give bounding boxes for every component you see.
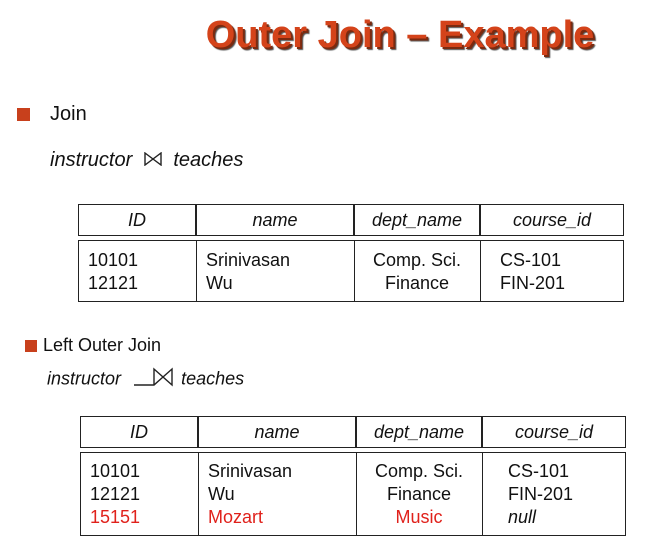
- natural-join-icon: [144, 149, 162, 172]
- bullet-square: [25, 340, 37, 352]
- cell-unmatched: Music: [395, 507, 443, 527]
- left-outer-join-expression: [47, 367, 244, 392]
- column-name: [206, 249, 290, 295]
- cell: Finance: [384, 273, 450, 293]
- header-id: ID: [80, 416, 198, 448]
- divider: [196, 240, 197, 302]
- column-course-id: [500, 249, 565, 295]
- column-id: [90, 460, 140, 529]
- section-left-outer-join-label: Left Outer Join: [43, 335, 162, 355]
- header-course-id: course_id: [480, 204, 624, 236]
- cell: Wu: [206, 273, 233, 293]
- cell: FIN-201: [508, 484, 574, 504]
- cell: 12121: [88, 273, 139, 293]
- expr-left-relation: instructor: [50, 149, 133, 171]
- column-course-id: [508, 460, 573, 529]
- cell-unmatched: 15151: [90, 507, 141, 527]
- header-course-id: course_id: [482, 416, 626, 448]
- cell: CS-101: [500, 250, 562, 270]
- cell: Comp. Sci.: [374, 461, 464, 481]
- cell: 12121: [90, 484, 141, 504]
- slide-title: Outer Join – Example: [205, 14, 595, 56]
- cell: 10101: [88, 250, 139, 270]
- column-dept-name: [356, 460, 482, 529]
- bullet-square: [17, 108, 30, 121]
- divider: [482, 452, 483, 536]
- cell: Wu: [208, 484, 235, 504]
- cell: FIN-201: [500, 273, 566, 293]
- expr-right-relation: teaches: [181, 368, 245, 389]
- cell: Srinivasan: [206, 250, 291, 270]
- column-dept-name: [354, 249, 480, 295]
- column-name: [208, 460, 292, 529]
- cell: Srinivasan: [208, 461, 293, 481]
- column-id: [88, 249, 138, 295]
- header-name: name: [196, 204, 354, 236]
- left-outer-join-icon: [132, 367, 174, 392]
- header-dept-name: dept_name: [354, 204, 480, 236]
- cell-null: null: [508, 507, 537, 527]
- cell: Comp. Sci.: [372, 250, 462, 270]
- cell: 10101: [90, 461, 141, 481]
- cell: CS-101: [508, 461, 570, 481]
- expr-left-relation: instructor: [47, 368, 122, 389]
- cell: Finance: [386, 484, 452, 504]
- header-name: name: [198, 416, 356, 448]
- header-dept-name: dept_name: [356, 416, 482, 448]
- section-join-label: Join: [50, 103, 87, 125]
- expr-right-relation: teaches: [173, 149, 244, 171]
- divider: [480, 240, 481, 302]
- cell-unmatched: Mozart: [208, 507, 264, 527]
- divider: [198, 452, 199, 536]
- header-id: ID: [78, 204, 196, 236]
- join-expression: [50, 149, 243, 172]
